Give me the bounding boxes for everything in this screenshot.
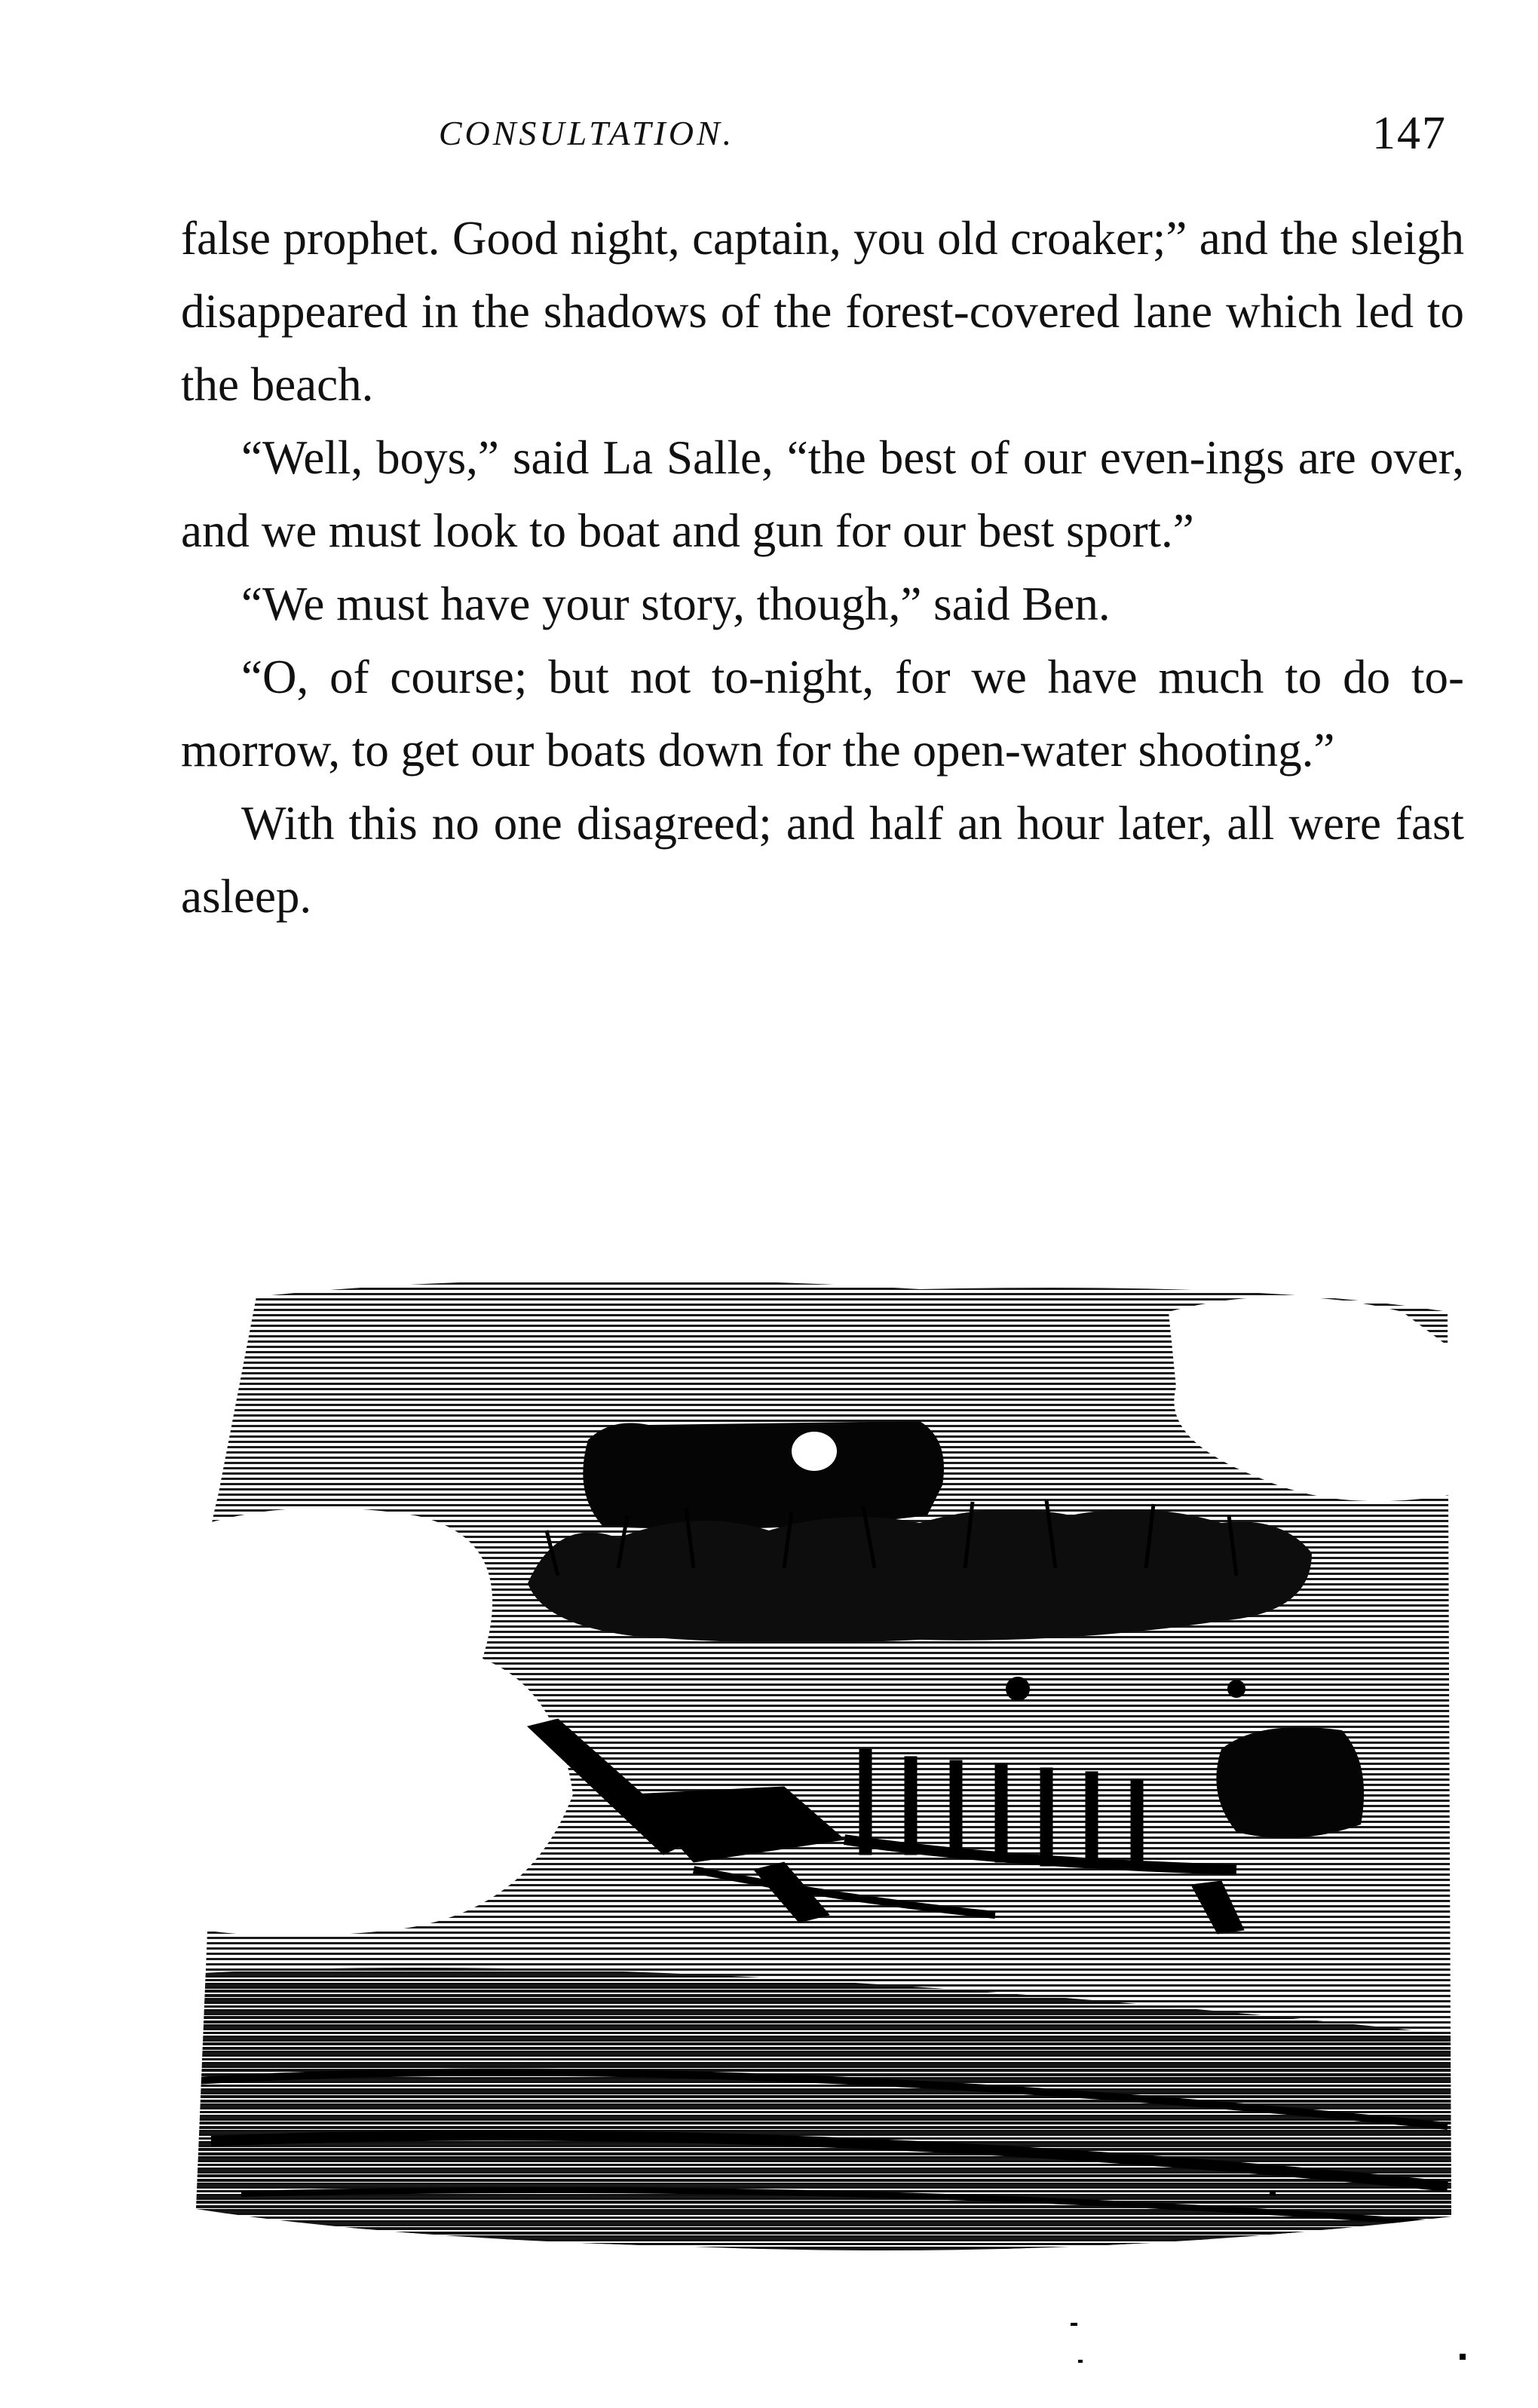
paragraph: false prophet. Good night, captain, you old croaker;” and the sleigh disappeared in the shadows of the forest-covered lane which led to the beach. [181,212,1464,411]
paragraph: “O, of course; but not to-night, for we have much to do to-morrow, to get our boats down for the open-water shooting.” [181,651,1464,777]
paragraph: With this no one disagreed; and half an hour later, all were fast asleep. [181,797,1464,923]
paragraph: “Well, boys,” said La Salle, “the best of our even-ings are over, and we must look to boat and gun for our best sport.” [181,431,1464,557]
body-text [181,202,1464,933]
paragraph: “We must have your story, though,” said Ben. [241,577,1111,630]
page-number: 147 [1372,108,1447,159]
running-head [0,90,1538,158]
shipwreck-engraving [166,1267,1463,2269]
running-head-title: CONSULTATION. [438,114,735,152]
